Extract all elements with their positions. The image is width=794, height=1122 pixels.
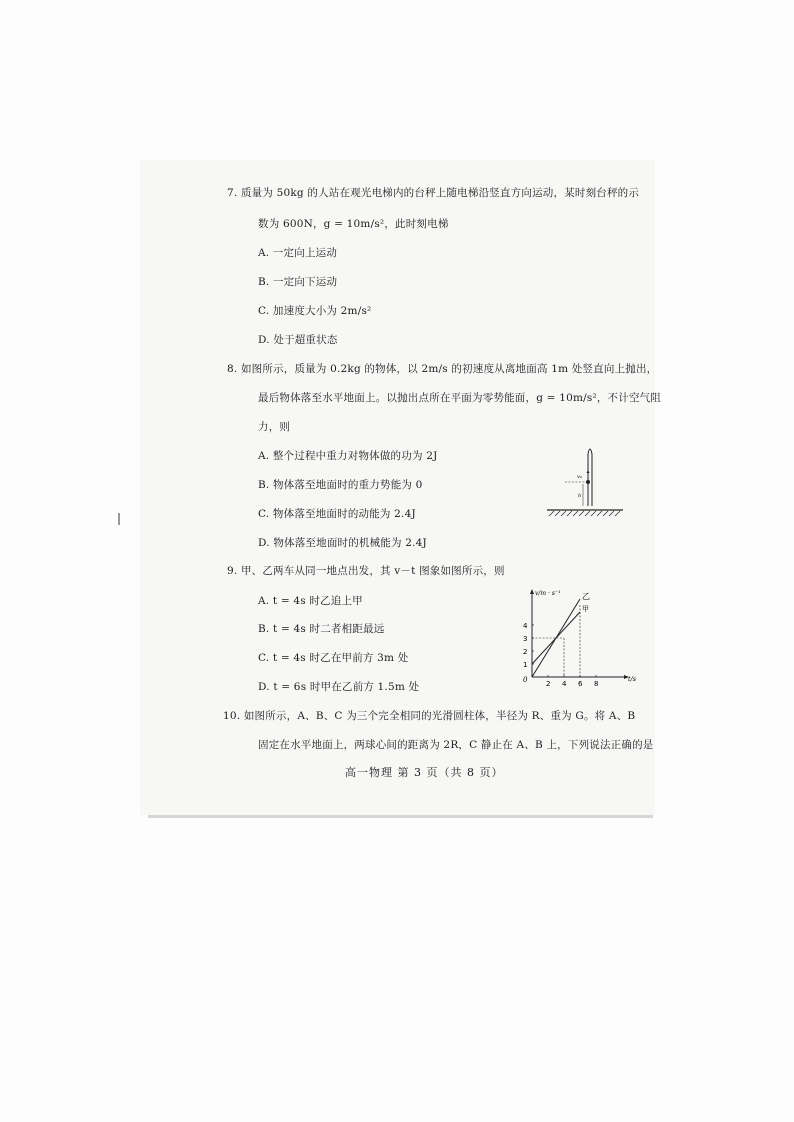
q9-origin-label: 0 [523,676,528,684]
q9-y-tick-2: 2 [523,648,528,656]
q8-stem-line3: 力，则 [258,421,291,433]
q9-stem-line1: 9. 甲、乙两车从同一地点出发，其 v－t 图象如图所示，则 [227,565,505,577]
q9-x-tick-2: 2 [546,680,551,688]
q9-x-tick-4: 4 [562,680,567,688]
q9-y-axis-label: v/m · s⁻¹ [535,590,561,597]
q7-option-b: B. 一定向下运动 [258,276,338,288]
q9-x-tick-6: 6 [578,680,583,688]
q9-y-tick-3: 3 [523,635,528,643]
q8-option-c: C. 物体落至地面时的动能为 2.4J [258,508,416,520]
q9-tick-marks [532,625,596,677]
q7-option-c: C. 加速度大小为 2m/s² [258,305,372,317]
q9-x-tick-8: 8 [594,680,599,688]
q8-trajectory [588,449,592,506]
q10-stem-line1: 10. 如图所示，A、B、C 为三个完全相同的光滑圆柱体，半径为 R、重为 G。将 A、B [223,710,636,722]
q7-stem-line1: 7. 质量为 50kg 的人站在观光电梯内的台秤上随电梯沿竖直方向运动，某时刻台秤的示 [227,187,640,199]
q9-option-b: B. t = 4s 时二者相距最远 [258,623,385,635]
scan-speck [118,513,120,525]
q9-x-axis-label: t/s [628,675,637,683]
q8-option-d: D. 物体落至地面时的机械能为 2.4J [258,537,427,549]
q7-option-a: A. 一定向上运动 [258,247,338,259]
q9-option-a: A. t = 4s 时乙追上甲 [258,595,363,607]
q8-velocity-label: v₀ [577,474,582,480]
q7-stem-line2: 数为 600N，g = 10m/s²，此时刻电梯 [258,218,449,230]
q9-option-d: D. t = 6s 时甲在乙前方 1.5m 处 [258,681,420,693]
q10-stem-line2: 固定在水平地面上，两球心间的距离为 2R，C 静止在 A、B 上，下列说法正确的是 [258,739,654,751]
q9-y-tick-1: 1 [523,661,528,669]
q7-option-d: D. 处于超重状态 [258,334,338,346]
q9-series-jia-label: 甲 [582,605,589,613]
q8-stem-line1: 8. 如图所示，质量为 0.2kg 的物体，以 2m/s 的初速度从离地面高 1m 处竖直向上抛出， [227,363,658,375]
q8-stem-line2: 最后物体落至水平地面上。以抛出点所在平面为零势能面，g = 10m/s²，不计空气阻 [258,392,662,404]
q9-series-yi-label: 乙 [582,592,590,601]
q9-option-c: C. t = 4s 时乙在甲前方 3m 处 [258,652,409,664]
q8-projectile-figure [545,440,625,520]
scan-edge-line [148,815,653,818]
q8-height-label: h [578,493,582,499]
q9-y-tick-4: 4 [523,622,528,630]
q8-option-b: B. 物体落至地面时的重力势能为 0 [258,479,423,491]
q8-ground-hatch [549,511,620,516]
q8-option-a: A. 整个过程中重力对物体做的功为 2J [258,450,438,462]
page-footer: 高一物理 第 3 页（共 8 页） [345,766,504,779]
q9-vt-graph [515,585,645,695]
